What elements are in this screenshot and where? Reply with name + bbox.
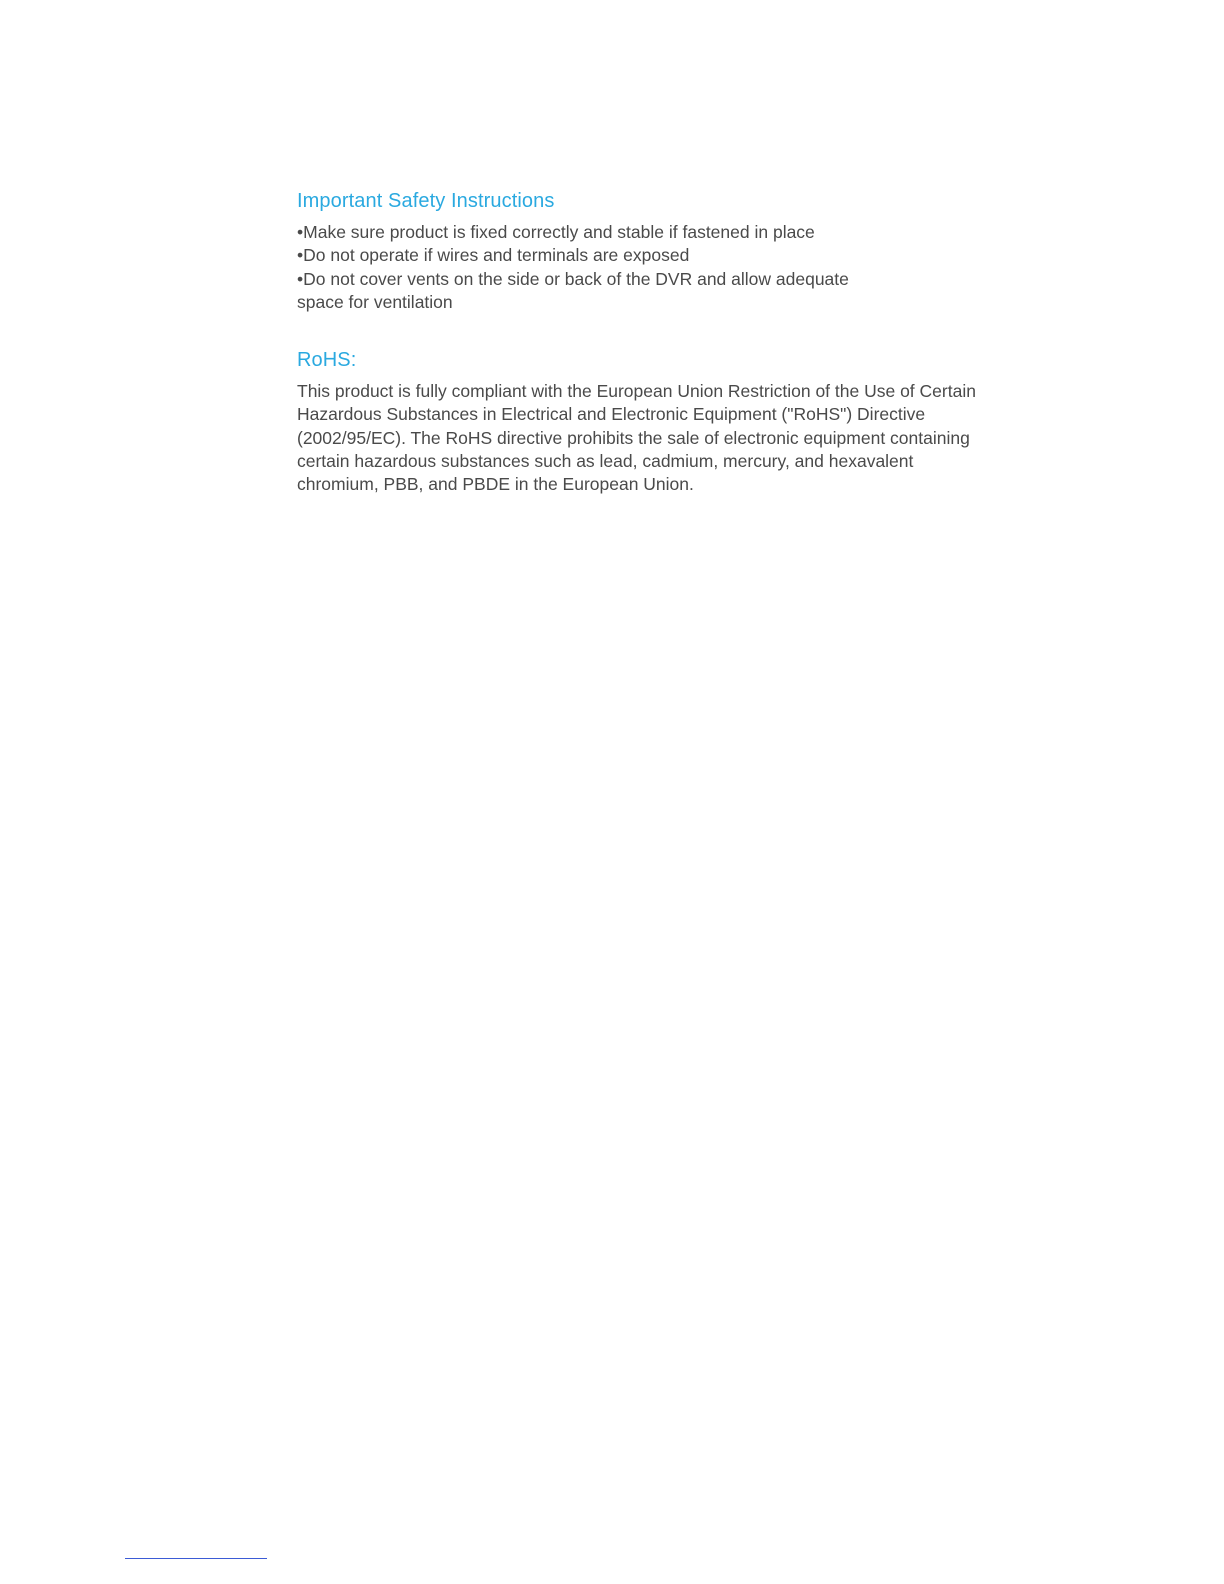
safety-item-text: Do not operate if wires and terminals are exposed <box>303 245 690 266</box>
safety-instructions-section <box>297 187 1017 314</box>
rohs-heading: RoHS: <box>297 349 357 372</box>
bullet-glyph: • <box>297 268 304 289</box>
bullet-glyph: • <box>297 222 304 242</box>
rohs-section <box>297 346 1017 496</box>
safety-instructions-heading: Important Safety Instructions <box>297 190 555 212</box>
safety-item-fixed-stable <box>297 221 1017 244</box>
safety-item-ventilation <box>297 268 897 315</box>
safety-item-text: Make sure product is fixed correctly and stable if fastened in place <box>303 222 815 242</box>
footnote-divider <box>125 1558 267 1559</box>
bullet-glyph: • <box>297 245 304 266</box>
safety-item-text: Do not cover vents on the side or back of the DVR and allow adequate space for ventilation <box>297 268 849 312</box>
rohs-paragraph: This product is fully compliant with the European Union Restriction of the Use of Certain Hazardous Substances in Electrical and Electronic Equipment ("RoHS") Directive (2002/95/EC). The RoHS directive prohibits the sale of electronic equipment containing certain hazardous substances such as lead, cadmium, mercury, and hexavalent chromium, PBB, and PBDE in the European Union. <box>297 381 976 495</box>
document-page <box>297 187 1017 497</box>
safety-instructions-list <box>297 221 1017 314</box>
safety-item-exposed-wires <box>297 244 1017 267</box>
